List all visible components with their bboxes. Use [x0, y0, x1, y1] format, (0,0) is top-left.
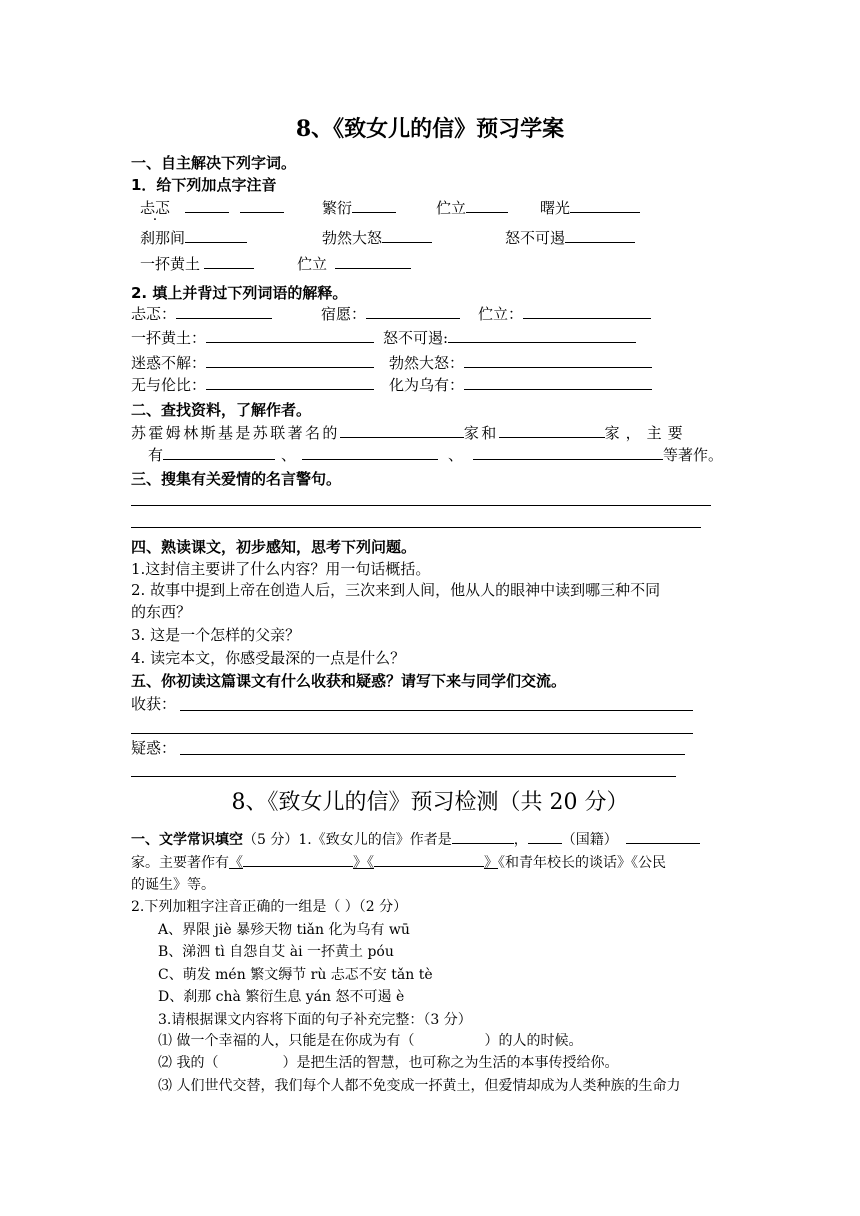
answer-blank[interactable] — [206, 328, 374, 343]
section-heading-4: 四、熟读课文，初步感知，思考下列问题。 — [131, 538, 417, 556]
answer-blank[interactable] — [464, 375, 652, 390]
test-title: 8、《致女儿的信》预习检测（共 20 分） — [231, 790, 629, 815]
answer-blank[interactable] — [382, 228, 432, 243]
definition-row — [131, 353, 374, 373]
section-heading-2: 二、查找资料，了解作者。 — [131, 401, 312, 419]
pinyin-item — [505, 228, 635, 248]
score-label: （5 分） — [243, 832, 299, 848]
question-4-2-cont: 的东西？ — [131, 603, 192, 621]
definition-term: 忐忑： — [131, 305, 177, 323]
test-q3-2 — [158, 1053, 618, 1073]
test-q2: 2.下列加粗字注音正确的一组是（ ）（2 分） — [131, 899, 408, 915]
text-segment: 有 — [148, 446, 164, 464]
text-segment: 》《 — [353, 855, 374, 871]
answer-blank[interactable] — [335, 254, 411, 269]
section-heading-3: 三、搜集有关爱情的名言警句。 — [131, 470, 342, 488]
section-heading-1: 一、自主解决下列字词。 — [131, 154, 297, 172]
definition-term: 勃然大怒： — [389, 354, 465, 372]
option-d[interactable]: D、刹那 chà 繁衍生息 yán 怒不可遏 è — [158, 989, 405, 1005]
answer-blank[interactable] — [570, 198, 640, 213]
option-a[interactable]: A、界限 jiè 暴殄天物 tiǎn 化为乌有 wū — [158, 922, 410, 938]
answer-blank[interactable] — [626, 829, 700, 844]
text-segment: 《 — [229, 855, 243, 871]
test-q3-3: ⑶ 人们世代交替，我们每个人都不免变成一抔黄土，但爱情却成为人类种族的生命力 — [158, 1078, 681, 1094]
test-q3: 3.请根据课文内容将下面的句子补充完整：（3 分） — [158, 1012, 472, 1028]
answer-blank[interactable] — [464, 353, 652, 368]
answer-blank[interactable] — [302, 445, 438, 460]
answer-blank[interactable] — [352, 198, 396, 213]
answer-blank[interactable] — [499, 423, 605, 438]
definition-term: 一抔黄土： — [131, 329, 207, 347]
text-segment: 家，主要 — [604, 424, 689, 442]
author-line-2 — [148, 445, 723, 465]
answer-blank[interactable] — [473, 445, 663, 460]
answer-blank[interactable] — [523, 304, 651, 319]
answer-line[interactable] — [131, 733, 693, 734]
answer-blank[interactable] — [204, 254, 254, 269]
word-item: 繁衍 — [322, 199, 353, 217]
definition-row — [131, 304, 272, 324]
definition-row — [131, 375, 374, 395]
doubt-label: 疑惑： — [131, 739, 177, 757]
definition-term: 伫立： — [478, 305, 524, 323]
answer-blank[interactable] — [366, 304, 460, 319]
word-item: 伫立 — [436, 199, 467, 217]
text-segment: 家。主要著作有 — [131, 855, 229, 871]
answer-blank[interactable] — [374, 852, 484, 867]
word-item: 勃然大怒 — [322, 229, 383, 247]
word-item: 一抔黄土 — [140, 255, 201, 273]
text-segment: ⑴ 做一个幸福的人，只能是在你成为有（ — [158, 1033, 415, 1049]
test-q3-1 — [158, 1031, 582, 1051]
definition-row — [383, 328, 636, 348]
option-b[interactable]: B、涕泗 tì 自怨自艾 ài 一抔黄土 póu — [158, 944, 394, 960]
pinyin-item — [322, 228, 432, 248]
answer-blank[interactable] — [176, 304, 272, 319]
pinyin-item — [322, 198, 396, 218]
word-item: 刹那间 — [140, 229, 186, 247]
text-segment: 》 — [484, 855, 498, 871]
definition-row — [478, 304, 651, 324]
pinyin-item — [140, 254, 254, 274]
pinyin-row-1 — [140, 198, 284, 218]
text-segment: 《和青年校长的谈话》《公民 — [498, 855, 666, 871]
text-segment: 、 — [281, 446, 297, 464]
question-4-4: 4. 读完本文，你感受最深的一点是什么？ — [131, 649, 406, 667]
answer-blank[interactable] — [185, 228, 247, 243]
text-segment: 1.《致女儿的信》作者是 — [298, 832, 452, 848]
page-title: 8、《致女儿的信》预习学案 — [295, 116, 565, 142]
answer-blank[interactable] — [340, 423, 464, 438]
text-segment: ）是把生活的智慧，也可称之为生活的本事传授给你。 — [282, 1055, 619, 1071]
text-segment: 苏霍姆林斯基是苏联著名的 — [131, 424, 340, 442]
answer-line[interactable] — [131, 527, 701, 528]
definition-row — [131, 328, 374, 348]
text-segment: ， — [513, 832, 528, 848]
section-heading-5: 五、你初读这篇课文有什么收获和疑惑？请写下来与同学们交流。 — [131, 672, 567, 690]
answer-blank[interactable] — [565, 228, 635, 243]
answer-blank[interactable] — [240, 198, 284, 213]
word-item: 忐忑 — [140, 199, 171, 217]
pinyin-item — [297, 254, 411, 274]
text-segment: ）的人的时候。 — [484, 1033, 583, 1049]
definition-term: 迷惑不解： — [131, 354, 207, 372]
answer-blank[interactable] — [185, 198, 229, 213]
text-segment: 家和 — [463, 424, 499, 442]
test-q1-line1 — [131, 829, 700, 850]
word-item: 怒不可遏 — [505, 229, 566, 247]
pinyin-item — [140, 228, 247, 248]
question-4-3: 3. 这是一个怎样的父亲？ — [131, 626, 301, 644]
test-q1-line2 — [131, 852, 666, 873]
definition-row — [389, 375, 652, 395]
answer-line[interactable] — [180, 710, 693, 711]
answer-line[interactable] — [131, 505, 711, 506]
definition-row — [389, 353, 652, 373]
answer-line[interactable] — [180, 754, 685, 755]
question-1-2: 2. 填上并背过下列词语的解释。 — [131, 284, 348, 302]
word-item: 曙光 — [540, 199, 571, 217]
answer-blank[interactable] — [528, 829, 562, 844]
gain-label: 收获： — [131, 695, 177, 713]
definition-term: 宿愿： — [321, 305, 367, 323]
answer-blank[interactable] — [243, 852, 353, 867]
question-4-1: 1.这封信主要讲了什么内容？用一句话概括。 — [131, 560, 431, 578]
answer-blank[interactable] — [452, 829, 514, 844]
answer-blank[interactable] — [206, 375, 374, 390]
answer-blank[interactable] — [206, 353, 374, 368]
text-segment: ⑵ 我的（ — [158, 1055, 219, 1071]
answer-line[interactable] — [131, 776, 676, 777]
word-item: 伫立 — [297, 255, 328, 273]
author-line-1 — [131, 423, 689, 443]
text-segment: （国籍） — [561, 832, 618, 848]
question-1-1: 1．给下列加点字注音 — [131, 176, 277, 194]
test-section-heading: 一、文学常识填空 — [131, 832, 243, 848]
test-q1-line3: 的诞生》等。 — [131, 877, 215, 893]
definition-term: 无与伦比： — [131, 376, 207, 394]
text-segment: 等著作。 — [663, 446, 724, 464]
pinyin-item — [436, 198, 508, 218]
definition-term: 怒不可遏: — [383, 329, 449, 347]
answer-blank[interactable] — [466, 198, 508, 213]
answer-blank[interactable] — [448, 328, 636, 343]
answer-blank[interactable] — [163, 445, 275, 460]
definition-term: 化为乌有： — [389, 376, 465, 394]
question-4-2: 2. 故事中提到上帝在创造人后，三次来到人间，他从人的眼神中读到哪三种不同 — [131, 581, 661, 599]
pinyin-item — [540, 198, 640, 218]
option-c[interactable]: C、萌发 mén 繁文缛节 rù 忐忑不安 tǎn tè — [158, 967, 433, 983]
text-segment: 、 — [448, 446, 464, 464]
definition-row — [321, 304, 460, 324]
